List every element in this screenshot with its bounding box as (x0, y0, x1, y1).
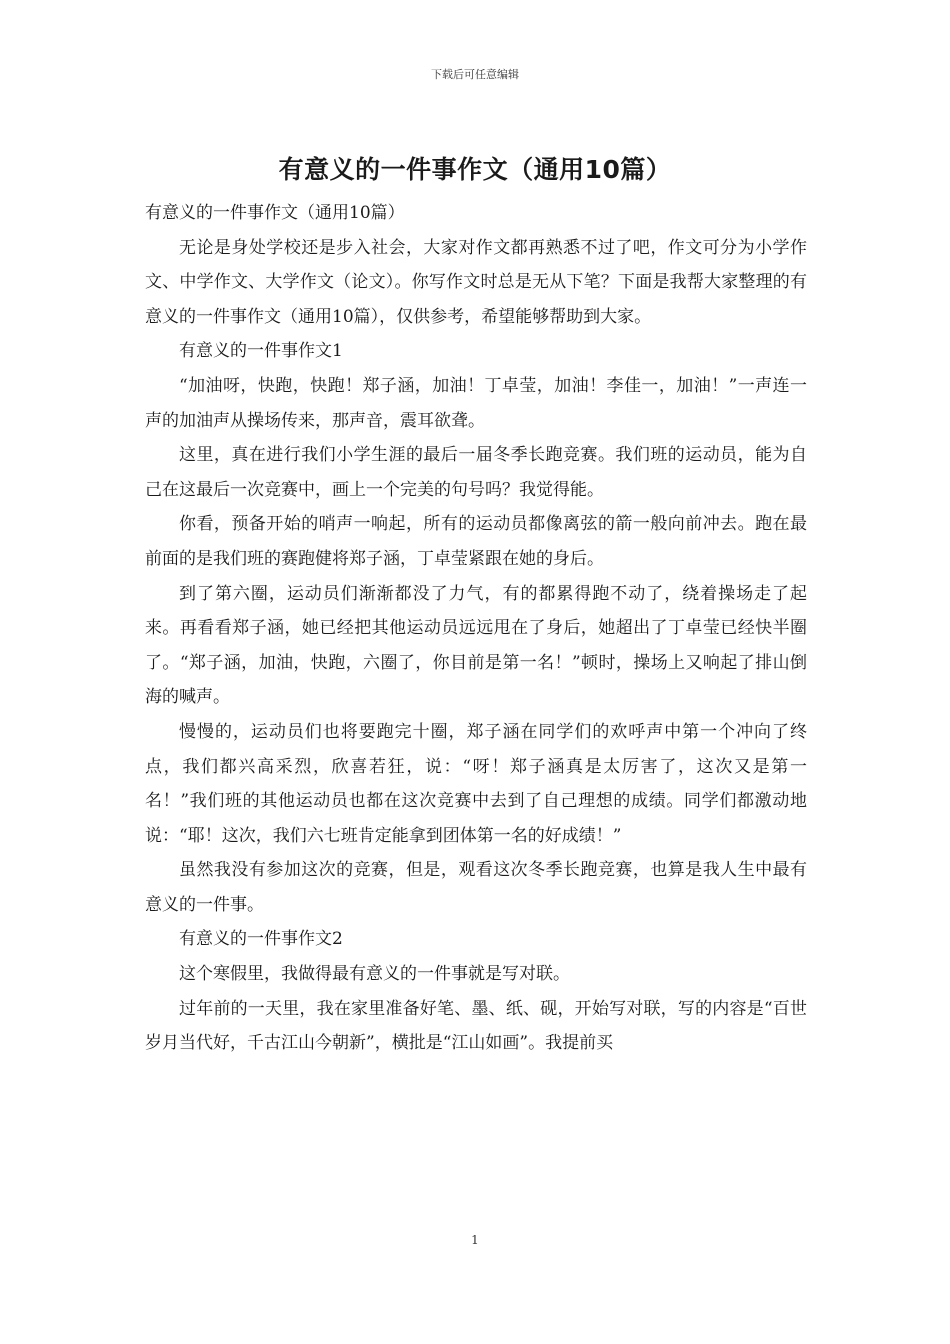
body-paragraph: 虽然我没有参加这次的竞赛，但是，观看这次冬季长跑竞赛，也算是我人生中最有意义的一件事。 (145, 860, 807, 915)
body-paragraph: 过年前的一天里，我在家里准备好笔、墨、纸、砚，开始写对联，写的内容是“百世岁月当代好，千古江山今朝新”，横批是“江山如画”。我提前买 (145, 998, 807, 1054)
document-body (145, 196, 807, 1061)
document-title: 有意义的一件事作文（通用10篇） (278, 155, 672, 184)
section-heading: 有意义的一件事作文2 (179, 929, 343, 950)
intro-paragraph: 无论是身处学校还是步入社会，大家对作文都再熟悉不过了吧，作文可分为小学作文、中学作文、大学作文（论文）。你写作文时总是无从下笔？下面是我帮大家整理的有意义的一件事作文（通用10篇），仅供参考，希望能够帮助到大家。 (145, 237, 807, 327)
body-paragraph: “加油呀，快跑，快跑！郑子涵，加油！丁卓莹，加油！李佳一，加油！”一声连一声的加油声从操场传来，那声音，震耳欲聋。 (145, 375, 807, 431)
body-paragraph: 你看，预备开始的哨声一响起，所有的运动员都像离弦的箭一般向前冲去。跑在最前面的是我们班的赛跑健将郑子涵，丁卓莹紧跟在她的身后。 (145, 514, 807, 569)
subtitle-paragraph: 有意义的一件事作文（通用10篇） (145, 203, 405, 223)
header-note: 下载后可任意编辑 (431, 68, 519, 81)
body-paragraph: 慢慢的，运动员们也将要跑完十圈，郑子涵在同学们的欢呼声中第一个冲向了终点，我们都兴高采烈，欣喜若狂，说：“呀！郑子涵真是太厉害了，这次又是第一名！”我们班的其他运动员也都在这次竞赛中去到了自己理想的成绩。同学们都激动地说：“耶！这次，我们六七班肯定能拿到团体第一名的好成绩！” (145, 721, 807, 846)
body-paragraph: 到了第六圈，运动员们渐渐都没了力气，有的都累得跑不动了，绕着操场走了起来。再看看郑子涵，她已经把其他运动员远远甩在了身后，她超出了丁卓莹已经快半圈了。“郑子涵，加油，快跑，六圈了，你目前是第一名！”顿时，操场上又响起了排山倒海的喊声。 (145, 583, 807, 708)
page-number: 1 (471, 1233, 479, 1247)
body-paragraph: 这里，真在进行我们小学生涯的最后一届冬季长跑竞赛。我们班的运动员，能为自己在这最后一次竞赛中，画上一个完美的句号吗？我觉得能。 (145, 445, 807, 500)
section-heading: 有意义的一件事作文1 (179, 341, 343, 362)
body-paragraph: 这个寒假里，我做得最有意义的一件事就是写对联。 (179, 964, 570, 985)
